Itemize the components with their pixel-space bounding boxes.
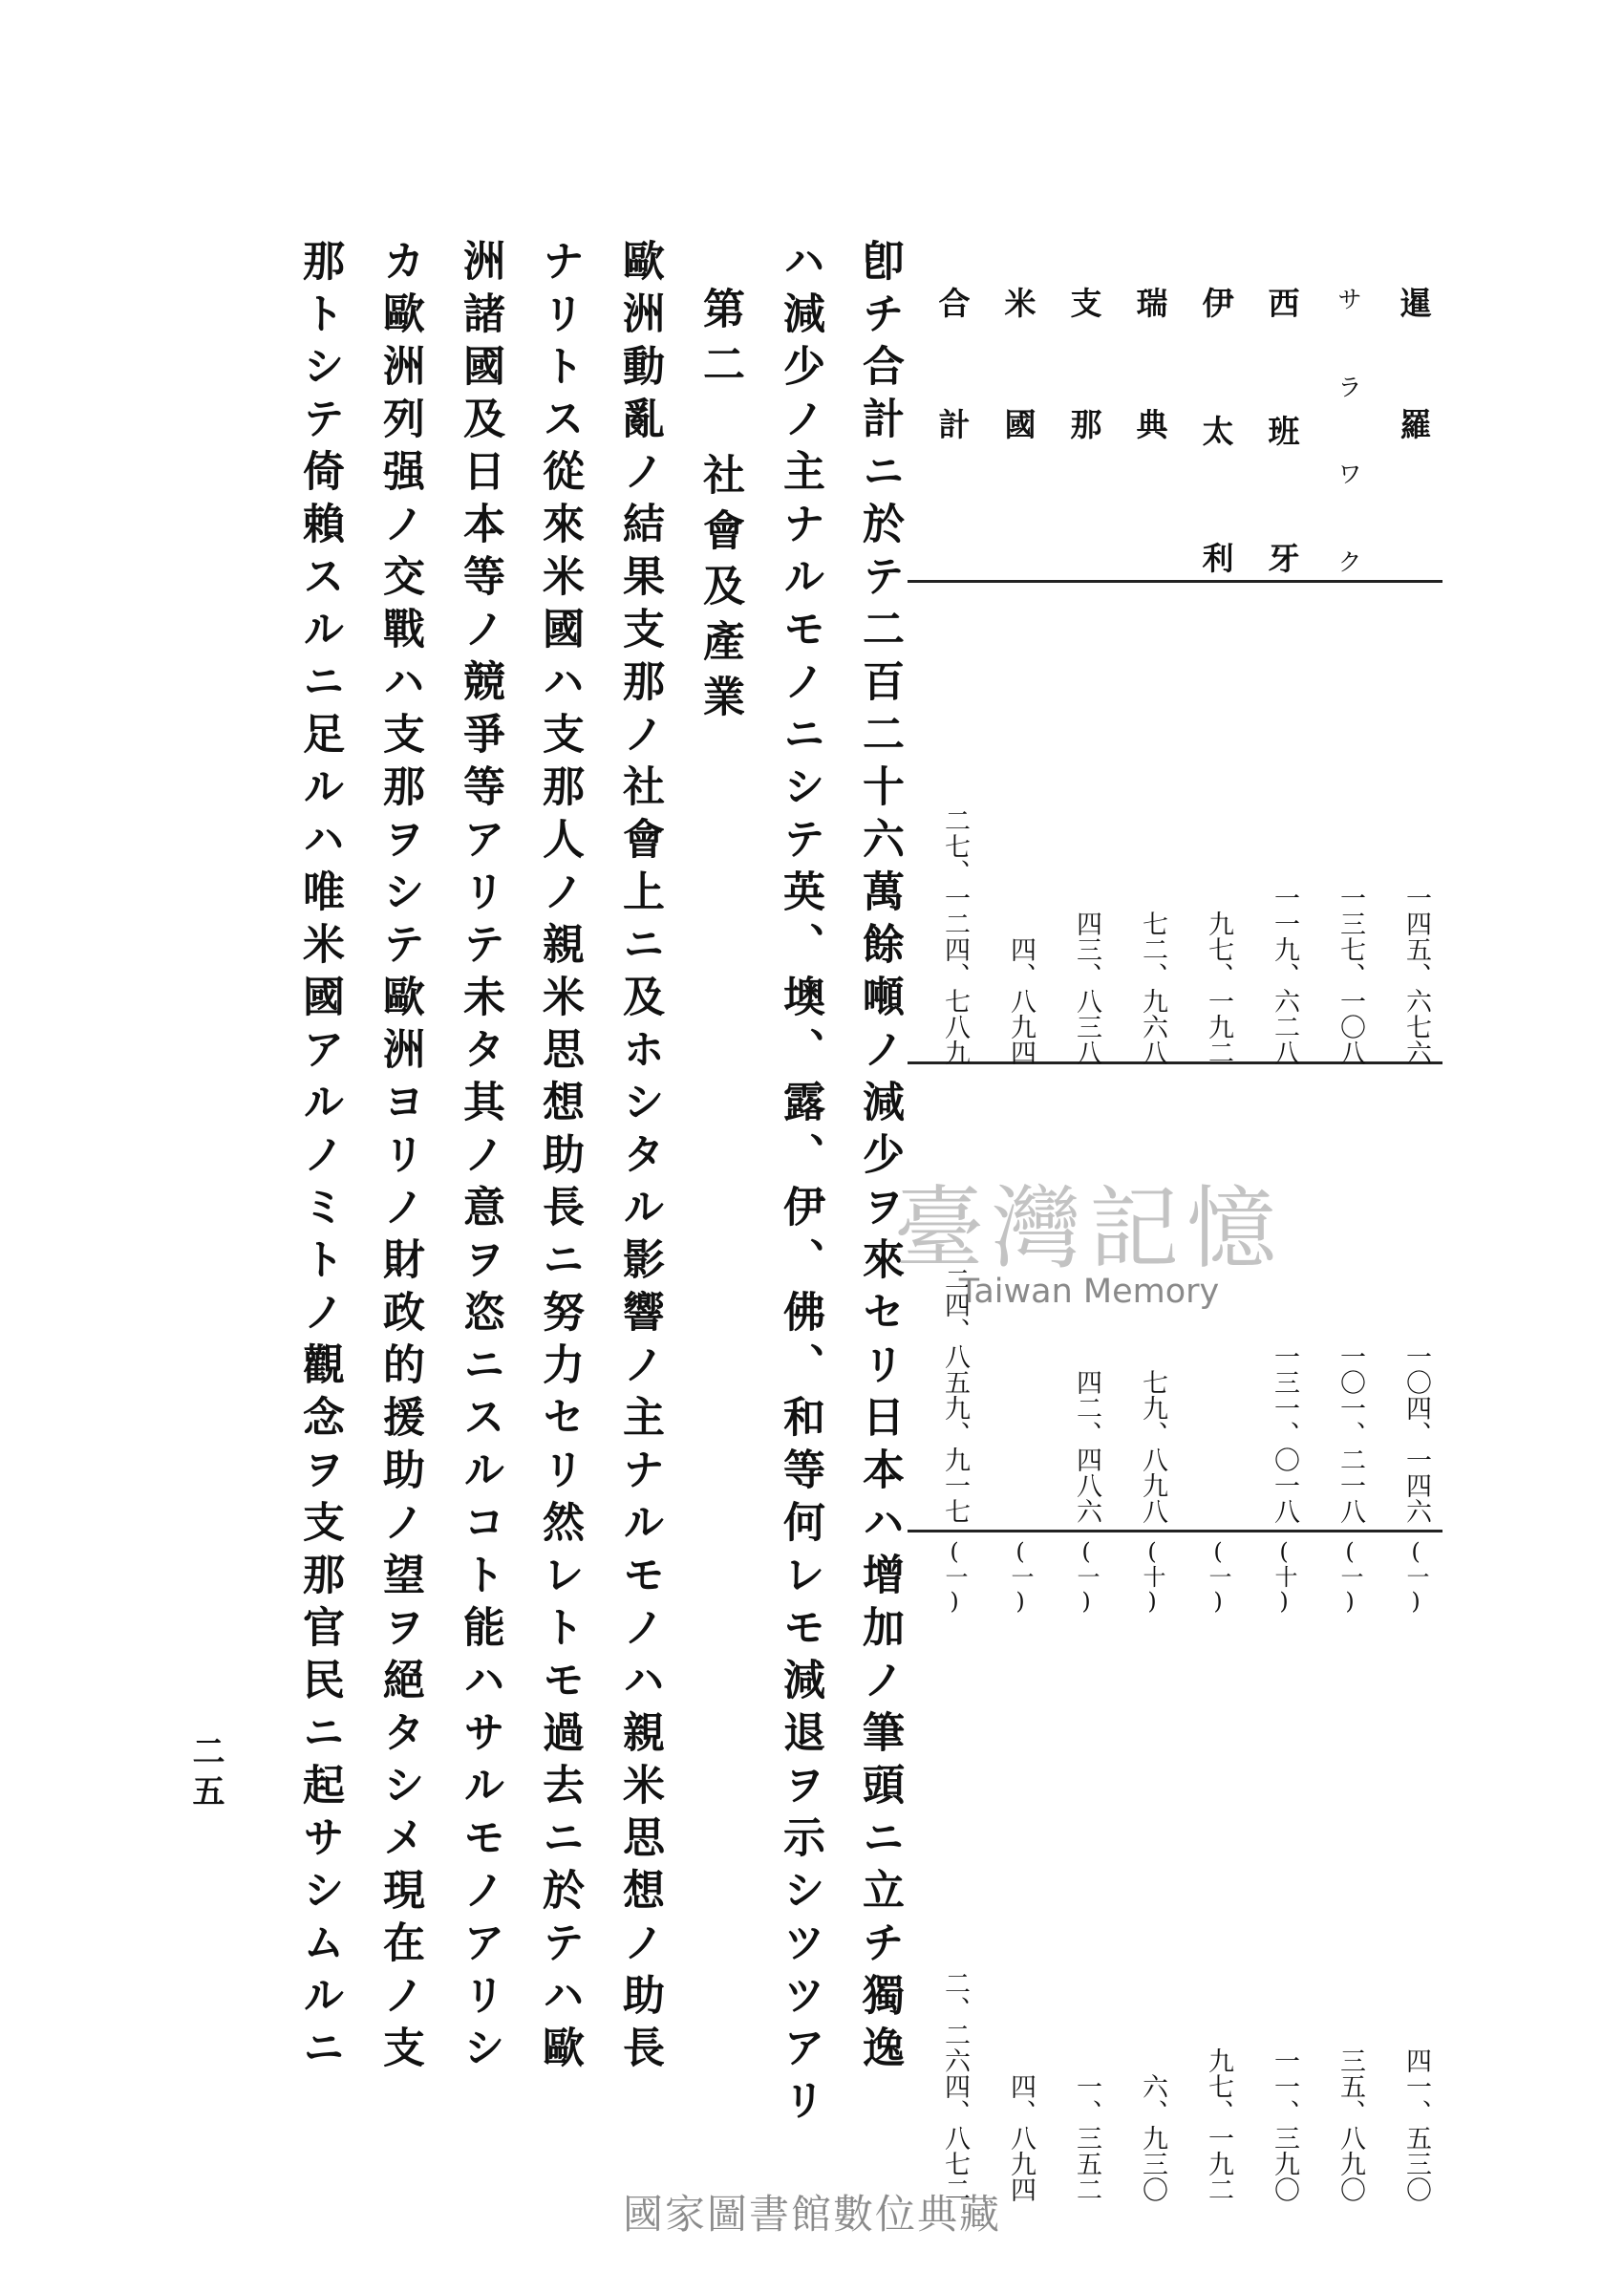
row-label: 米 國 [1004,285,1036,443]
value-1917: 九七、一九二 [1204,911,1233,1065]
change-sign: (一) [1007,1538,1034,1615]
change-sign: (一) [941,1538,968,1615]
text-line: 洲諸國及日本等ノ競爭等アリテ未タ其ノ意ヲ恣ニスルコト能ハサルモノアリシ [456,239,504,2078]
value-1918: 一三一、〇一八 [1270,1343,1299,1524]
value-1917: 四三、八三八 [1072,911,1101,1065]
value-1917: 一四五、六七六 [1401,885,1431,1065]
row-label: 伊 太 利 [1202,285,1234,577]
text-line: ハ減少ノ主ナルモノニシテ英、墺、露、伊、佛、和等何レモ減退ヲ示シツツアリ [776,239,824,2131]
watermark-en: Taiwan Memory [958,1273,1220,1311]
change-sign: (一) [1205,1538,1231,1615]
change-sign: (一) [1073,1538,1100,1615]
row-label: 西 班 牙 [1268,285,1300,577]
change-sign: (一) [1402,1538,1429,1615]
value-1917: 二七、一二四、七八九 [940,807,970,1065]
watermark-logo [865,1156,1314,1338]
value-1917: 一三七、一〇八 [1336,885,1365,1065]
page-number: 二五 [186,1734,224,1814]
text-line: 那トシテ倚賴スルニ足ルハ唯米國アルノミトノ觀念ヲ支那官民ニ起サシムルニ [295,239,344,2078]
value-1917: 一一九、六二八 [1270,885,1299,1065]
change-sign: (十) [1139,1538,1165,1615]
change-amount: 四一、五三〇 [1401,2047,1431,2202]
change-amount: 三五、八九〇 [1336,2047,1365,2202]
text-line: カ歐洲列强ノ交戰ハ支那ヲシテ歐洲ヨリノ財政的援助ノ望ヲ絕タシメ現在ノ支 [375,239,424,2078]
row-label: 暹 羅 [1400,285,1432,443]
row-label: 瑞 典 [1136,285,1168,443]
value-1918: 七九、八九八 [1138,1369,1167,1524]
table-column [928,272,981,2202]
change-sign: (十) [1271,1538,1297,1615]
value-1918: 一〇四、一四六 [1401,1343,1431,1524]
body-text [239,239,908,2131]
table-column [1257,272,1311,2202]
change-amount: 九七、一九二 [1204,2047,1233,2202]
row-label: 支 那 [1070,285,1102,443]
value-1917: 七二、九六八 [1138,911,1167,1065]
row-label: サ ラ ワ ク [1337,286,1362,576]
value-1918: 二四、八五九、九一七 [940,1266,970,1524]
table-column [994,272,1047,2202]
change-amount: 一、三五二 [1072,2073,1101,2202]
table-column [1389,272,1442,2202]
value-1918: 四二、四八六 [1072,1369,1101,1524]
section-heading: 第二 社會及產業 [695,287,744,730]
table-column [1191,272,1245,2202]
text-line: ナリトス從來米國ハ支那人ノ親米思想助長ニ努力セリ然レトモ過去ニ於テハ歐 [535,239,584,2078]
table-column [1323,272,1377,2202]
change-amount: 四、八九四 [1006,2073,1036,2202]
change-amount: 一一、三九〇 [1270,2047,1299,2202]
change-amount: 六、九三〇 [1138,2073,1167,2202]
text-line: 歐洲動亂ノ結果支那ノ社會上ニ及ホシタル影響ノ主ナルモノハ親米思想ノ助長 [615,239,664,2078]
row-label: 合 計 [938,285,971,443]
shipping-tonnage-table [908,272,1442,2202]
value-1918: 一〇一、二一八 [1336,1343,1365,1524]
footer-credit: 國家圖書館數位典藏 [622,2191,1001,2238]
text-line: 卽チ合計ニ於テ二百二十六萬餘噸ノ減少ヲ來セリ日本ハ增加ノ筆頭ニ立チ獨逸 [855,239,904,2078]
watermark-cjk: 臺灣記憶 [893,1177,1284,1281]
table-column [1125,272,1179,2202]
value-1917: 四、八九四 [1006,936,1036,1065]
change-amount: 二、二六四、八七二 [940,1970,970,2202]
change-sign: (一) [1336,1538,1363,1615]
table-column [1059,272,1113,2202]
